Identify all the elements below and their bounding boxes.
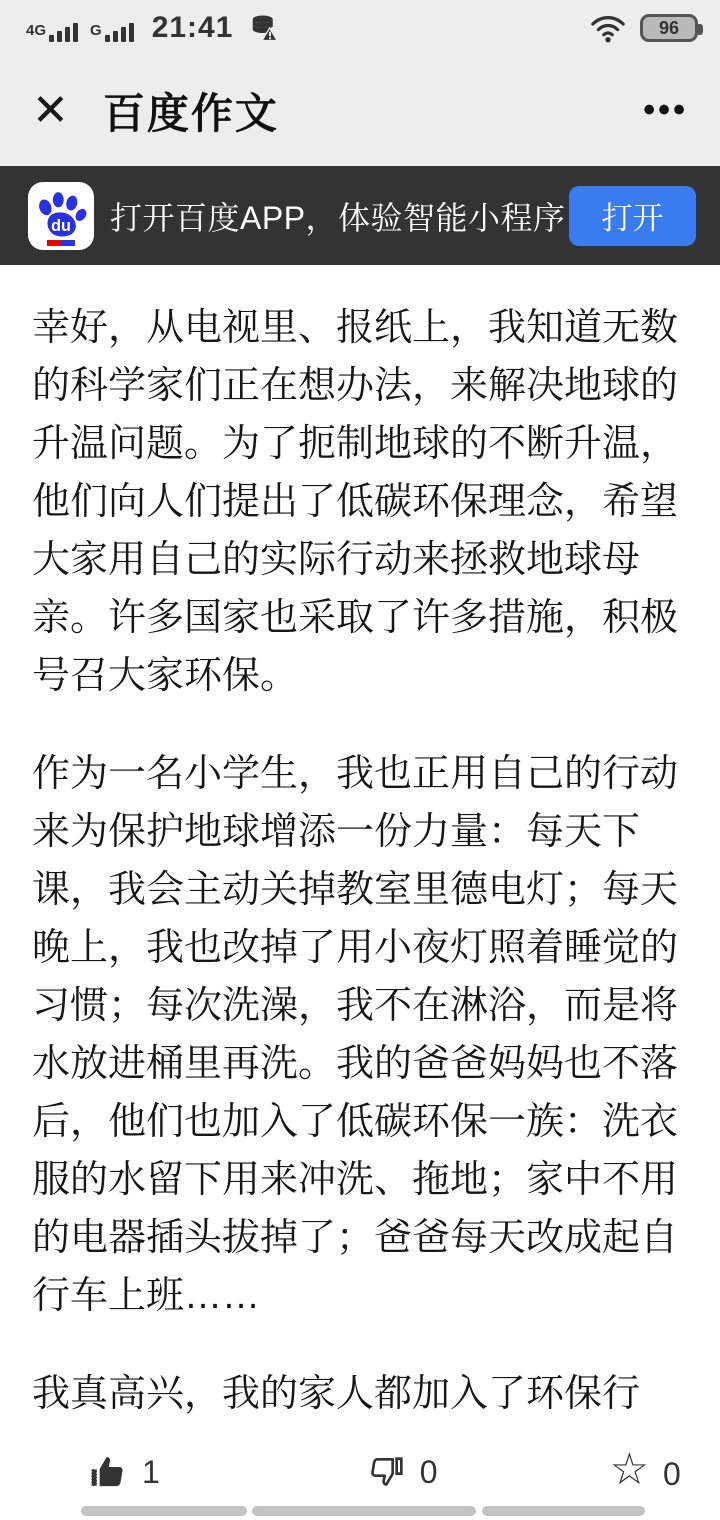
essay-paragraph-1: 幸好，从电视里、报纸上，我知道无数的科学家们正在想办法，来解决地球的升温问题。为了扼制地球的不断升温，他们向人们提出了低碳环保理念，希望大家用自己的实际行动来拯救地球母亲。许多国家也采取了许多措施，积极号召大家环保。 [32,307,679,697]
favorite-count: 0 [663,1455,681,1492]
thumbs-up-icon [88,1452,128,1492]
open-app-banner[interactable] [0,166,720,265]
close-icon[interactable]: ✕ [32,86,69,135]
more-menu-icon[interactable]: ••• [643,91,688,130]
network-type-label: 4G [26,21,47,39]
like-count: 1 [142,1453,160,1490]
like-button[interactable] [88,1452,160,1492]
svg-text:du: du [51,216,71,235]
battery-icon [640,14,698,42]
page-title: 百度作文 [102,90,279,137]
open-app-button[interactable]: 打开 [569,186,696,246]
title-bar [0,56,720,166]
favorite-button[interactable] [609,1445,681,1496]
thumbs-down-icon [366,1452,406,1492]
data-warning-icon [249,13,279,43]
banner-text: 打开百度APP，体验智能小程序 [110,199,566,236]
dislike-count: 0 [419,1453,438,1490]
network-type-label-2: G [90,21,102,39]
signal-4g-icon [26,15,78,42]
essay-paragraph-2: 作为一名小学生，我也正用自己的行动来为保护地球增添一份力量：每天下课，我会主动关掉教室里德电灯；每天晚上，我也改掉了用小夜灯照着睡觉的习惯；每次洗澡，我不在淋浴，而是将水放进桶里再洗。我的爸爸妈妈也不落后，他们也加入了低碳环保一族：洗衣服的水留下用来冲洗、拖地；家中不用的电器插头拔掉了；爸爸每天改成起自行车上班…… [32,753,679,1317]
signal-g-icon [90,15,134,42]
peek-bar [81,1506,247,1516]
dislike-button[interactable] [366,1452,438,1492]
clock-time: 21:41 [151,11,234,44]
essay-content [0,299,720,1423]
battery-percent: 96 [658,17,680,38]
baidu-logo-underline [47,240,75,246]
essay-paragraph-3: 我真高兴，我的家人都加入了环保行 [32,1373,641,1415]
bottom-peek-bars [0,1506,720,1516]
wifi-icon [588,12,628,44]
status-bar [0,0,720,56]
baidu-logo [28,182,94,250]
status-bar-right [588,12,698,44]
peek-bar [252,1506,476,1516]
status-bar-left [26,11,279,45]
star-icon: ☆ [609,1445,650,1494]
peek-bar [482,1506,645,1516]
